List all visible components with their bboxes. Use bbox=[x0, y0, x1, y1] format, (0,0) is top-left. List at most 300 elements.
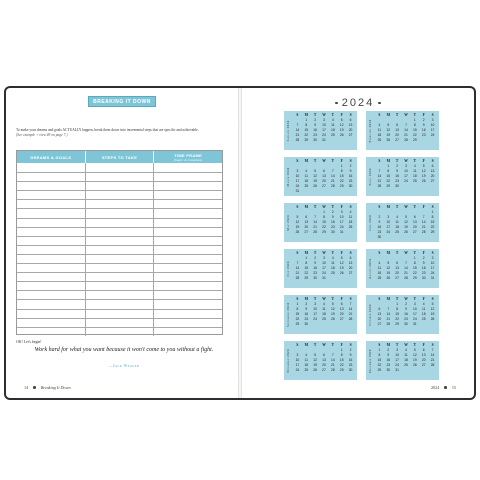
weekday-label: F bbox=[340, 159, 343, 163]
weekday-label: T bbox=[413, 205, 417, 209]
day-cell: 12 bbox=[339, 261, 344, 265]
table-cell[interactable] bbox=[154, 319, 222, 327]
day-cell: 23 bbox=[331, 225, 335, 229]
table-cell[interactable] bbox=[86, 191, 155, 199]
day-cell: 7 bbox=[296, 123, 299, 127]
day-cell: 28 bbox=[313, 230, 317, 234]
day-cell: 29 bbox=[339, 368, 344, 372]
day-cell: 7 bbox=[387, 307, 390, 311]
day-cell: 25 bbox=[395, 230, 399, 234]
day-cell: 7 bbox=[405, 261, 407, 265]
table-cell[interactable] bbox=[17, 300, 86, 308]
intro-subnote: (See example + view #9 on page 7.) bbox=[16, 133, 68, 137]
day-cell: 10 bbox=[322, 261, 326, 265]
weekday-label: F bbox=[340, 343, 343, 347]
table-row[interactable] bbox=[17, 263, 222, 272]
day-cell: 27 bbox=[413, 230, 417, 234]
day-cell: 31 bbox=[430, 276, 435, 280]
weekday-label: S bbox=[431, 205, 434, 209]
day-cell: 15 bbox=[304, 128, 309, 132]
day-cell: 4 bbox=[331, 256, 334, 260]
day-cell: 5 bbox=[431, 302, 434, 306]
bullet-icon bbox=[444, 386, 447, 389]
table-cell[interactable] bbox=[154, 310, 222, 318]
table-row[interactable] bbox=[17, 208, 222, 217]
day-cell: 8 bbox=[340, 169, 343, 173]
table-cell[interactable] bbox=[86, 163, 155, 172]
day-cell: 4 bbox=[396, 215, 399, 219]
weekday-label: T bbox=[413, 113, 417, 117]
day-cell: 7 bbox=[314, 215, 317, 219]
intro-paragraph: To make your dreams and goals ACTUALLY happen, break them down into incremental steps that are specific and achievable. bbox=[16, 128, 199, 132]
table-row[interactable] bbox=[17, 290, 222, 299]
day-cell: 29 bbox=[295, 322, 300, 326]
weekday-label: W bbox=[322, 159, 326, 163]
month-label: April 2024 bbox=[368, 167, 372, 186]
table-cell[interactable] bbox=[154, 255, 222, 263]
day-cell: 24 bbox=[413, 317, 417, 321]
weekday-label: F bbox=[422, 297, 425, 301]
day-cell: 27 bbox=[430, 179, 435, 183]
day-cell: 14 bbox=[404, 266, 408, 270]
day-cell: 16 bbox=[348, 174, 353, 178]
day-cell: 20 bbox=[421, 358, 426, 362]
day-cell: 23 bbox=[313, 133, 317, 137]
weekday-label: S bbox=[296, 251, 299, 255]
month-label: August 2024 bbox=[368, 258, 372, 279]
month-calendar bbox=[284, 295, 357, 334]
weekday-label: W bbox=[404, 251, 408, 255]
weekday-label: S bbox=[296, 205, 299, 209]
day-cell: 6 bbox=[396, 261, 399, 265]
day-cell: 14 bbox=[331, 358, 335, 362]
table-row[interactable] bbox=[17, 327, 222, 336]
table-cell[interactable] bbox=[17, 173, 86, 181]
day-cell: 27 bbox=[304, 230, 309, 234]
day-cell: 21 bbox=[348, 312, 353, 316]
day-cell: 27 bbox=[348, 271, 353, 275]
day-cell: 16 bbox=[395, 174, 399, 178]
table-row[interactable] bbox=[17, 163, 222, 172]
table-cell[interactable] bbox=[17, 282, 86, 290]
day-cell: 23 bbox=[348, 363, 353, 367]
day-cell: 2 bbox=[422, 256, 425, 260]
weekday-label: T bbox=[313, 113, 317, 117]
day-cell: 2 bbox=[422, 118, 425, 122]
table-cell[interactable] bbox=[17, 310, 86, 318]
day-cell: 15 bbox=[386, 174, 391, 178]
day-cell: 18 bbox=[304, 179, 309, 183]
month-calendar bbox=[284, 249, 357, 288]
week-row bbox=[293, 230, 355, 235]
day-cell: 11 bbox=[421, 307, 426, 311]
day-cell: 21 bbox=[386, 317, 391, 321]
day-cell: 26 bbox=[331, 317, 335, 321]
weekday-label: M bbox=[304, 297, 308, 301]
table-cell[interactable] bbox=[86, 319, 155, 327]
day-cell: 1 bbox=[340, 164, 343, 168]
day-cell bbox=[328, 138, 337, 143]
day-cell: 12 bbox=[386, 266, 391, 270]
table-cell[interactable] bbox=[86, 246, 155, 254]
day-cell: 13 bbox=[348, 261, 353, 265]
table-cell[interactable] bbox=[86, 209, 155, 217]
table-row[interactable] bbox=[17, 245, 222, 254]
table-cell[interactable] bbox=[154, 237, 222, 245]
day-cell: 21 bbox=[295, 271, 300, 275]
day-cell: 1 bbox=[323, 210, 325, 214]
day-cell: 19 bbox=[339, 128, 344, 132]
day-cell: 14 bbox=[295, 128, 300, 132]
day-cell: 21 bbox=[295, 133, 300, 137]
table-row[interactable] bbox=[17, 218, 222, 227]
day-cell: 29 bbox=[339, 184, 344, 188]
weekday-label: S bbox=[349, 159, 352, 163]
table-row[interactable] bbox=[17, 236, 222, 245]
table-cell[interactable] bbox=[154, 300, 222, 308]
table-cell[interactable] bbox=[17, 273, 86, 281]
day-cell: 29 bbox=[377, 368, 382, 372]
goals-table bbox=[16, 150, 223, 335]
month-calendar bbox=[366, 203, 439, 242]
table-cell[interactable] bbox=[86, 219, 155, 227]
weekday-label: F bbox=[422, 251, 425, 255]
table-cell[interactable] bbox=[17, 182, 86, 190]
day-cell: 1 bbox=[396, 302, 399, 306]
day-cell: 29 bbox=[386, 184, 391, 188]
day-cell: 11 bbox=[377, 266, 382, 270]
table-cell[interactable] bbox=[17, 237, 86, 245]
day-cell: 5 bbox=[340, 256, 343, 260]
month-label: January 2024 bbox=[286, 120, 290, 141]
day-cell: 11 bbox=[304, 358, 308, 362]
day-cell: 25 bbox=[404, 363, 408, 367]
weekday-label: F bbox=[422, 113, 425, 117]
month-calendar bbox=[366, 111, 439, 150]
day-cell: 6 bbox=[413, 215, 416, 219]
table-cell[interactable] bbox=[86, 282, 155, 290]
day-cell: 3 bbox=[431, 256, 434, 260]
day-cell bbox=[337, 276, 346, 281]
table-cell[interactable] bbox=[17, 219, 86, 227]
day-cell: 15 bbox=[322, 220, 326, 224]
day-cell: 3 bbox=[413, 302, 416, 306]
day-cell: 5 bbox=[387, 123, 390, 127]
left-page-number: 14 bbox=[24, 385, 29, 390]
day-cell: 2 bbox=[314, 118, 317, 122]
day-cell: 25 bbox=[322, 317, 326, 321]
table-cell[interactable] bbox=[86, 255, 155, 263]
day-cell: 1 bbox=[431, 210, 434, 214]
table-cell[interactable] bbox=[17, 163, 86, 172]
table-cell[interactable] bbox=[154, 264, 222, 272]
weekday-label: S bbox=[296, 113, 299, 117]
day-cell: 23 bbox=[386, 363, 391, 367]
day-cell: 20 bbox=[339, 312, 344, 316]
day-cell bbox=[346, 276, 355, 281]
day-cell: 4 bbox=[378, 123, 381, 127]
table-row[interactable] bbox=[17, 254, 222, 263]
right-page-number: 15 bbox=[451, 385, 456, 390]
table-cell[interactable] bbox=[154, 291, 222, 299]
weekday-label: F bbox=[340, 297, 343, 301]
day-cell: 25 bbox=[348, 225, 353, 229]
table-row[interactable] bbox=[17, 227, 222, 236]
day-cell: 7 bbox=[349, 302, 352, 306]
day-cell: 14 bbox=[430, 353, 435, 357]
weekday-label: W bbox=[404, 205, 408, 209]
weekday-label: S bbox=[349, 343, 352, 347]
day-cell: 27 bbox=[395, 138, 399, 142]
table-cell[interactable] bbox=[86, 173, 155, 181]
table-cell[interactable] bbox=[86, 310, 155, 318]
day-cell bbox=[410, 235, 419, 240]
day-cell: 14 bbox=[377, 174, 382, 178]
day-cell bbox=[320, 322, 329, 327]
day-cell: 18 bbox=[331, 266, 335, 270]
day-cell: 12 bbox=[339, 123, 344, 127]
day-cell: 3 bbox=[396, 348, 399, 352]
weekday-label: T bbox=[413, 159, 417, 163]
month-calendar bbox=[284, 157, 357, 196]
day-cell: 4 bbox=[349, 210, 352, 214]
day-cell: 30 bbox=[386, 368, 391, 372]
day-cell: 19 bbox=[386, 133, 391, 137]
table-cell[interactable] bbox=[86, 273, 155, 281]
day-cell: 28 bbox=[295, 276, 300, 280]
quote-text: Work hard for what you want because it won't come to you without a fight. bbox=[34, 347, 214, 353]
day-cell: 10 bbox=[295, 174, 300, 178]
table-cell[interactable] bbox=[86, 200, 155, 208]
day-cell: 22 bbox=[322, 225, 326, 229]
day-cell: 13 bbox=[322, 174, 326, 178]
month-label: October 2024 bbox=[368, 303, 372, 326]
day-cell: 12 bbox=[413, 353, 417, 357]
weekday-label: T bbox=[313, 343, 317, 347]
day-cell: 19 bbox=[339, 266, 344, 270]
day-cell: 20 bbox=[304, 225, 309, 229]
table-row[interactable] bbox=[17, 281, 222, 290]
weekday-label: S bbox=[296, 343, 299, 347]
table-cell[interactable] bbox=[86, 291, 155, 299]
table-cell[interactable] bbox=[17, 246, 86, 254]
table-cell[interactable] bbox=[154, 273, 222, 281]
table-row[interactable] bbox=[17, 181, 222, 190]
day-cell: 24 bbox=[430, 271, 435, 275]
month-calendar bbox=[366, 157, 439, 196]
right-page bbox=[242, 88, 474, 398]
table-cell[interactable] bbox=[17, 191, 86, 199]
day-cell: 14 bbox=[348, 307, 353, 311]
table-cell[interactable] bbox=[154, 209, 222, 217]
weekday-label: T bbox=[331, 113, 335, 117]
table-cell[interactable] bbox=[17, 209, 86, 217]
day-cell: 19 bbox=[313, 179, 317, 183]
week-row bbox=[375, 235, 437, 240]
day-cell: 11 bbox=[404, 353, 408, 357]
table-cell[interactable] bbox=[154, 200, 222, 208]
day-cell: 9 bbox=[387, 353, 390, 357]
day-cell: 16 bbox=[313, 266, 317, 270]
weekday-label: S bbox=[349, 251, 352, 255]
table-cell[interactable] bbox=[154, 182, 222, 190]
day-cell: 31 bbox=[339, 230, 344, 234]
day-cell: 21 bbox=[404, 271, 408, 275]
weekday-label: W bbox=[404, 159, 408, 163]
weekday-label: W bbox=[404, 343, 408, 347]
table-cell[interactable] bbox=[17, 200, 86, 208]
month-label: March 2024 bbox=[286, 166, 290, 187]
day-cell: 22 bbox=[304, 271, 309, 275]
day-cell: 6 bbox=[431, 164, 434, 168]
day-cell: 14 bbox=[421, 220, 426, 224]
day-cell: 22 bbox=[413, 133, 417, 137]
day-cell: 23 bbox=[313, 271, 317, 275]
day-cell: 29 bbox=[304, 138, 309, 142]
day-cell: 5 bbox=[331, 302, 334, 306]
table-row[interactable] bbox=[17, 190, 222, 199]
day-cell: 28 bbox=[430, 363, 435, 367]
weekday-label: T bbox=[331, 159, 335, 163]
day-cell: 2 bbox=[314, 256, 317, 260]
day-cell: 2 bbox=[378, 215, 381, 219]
goals-table-header bbox=[17, 151, 222, 163]
weekday-label: S bbox=[296, 297, 299, 301]
day-cell bbox=[419, 368, 428, 373]
day-cell: 6 bbox=[323, 353, 325, 357]
table-cell[interactable] bbox=[17, 328, 86, 336]
day-cell: 19 bbox=[313, 363, 317, 367]
day-cell: 16 bbox=[304, 312, 309, 316]
day-cell: 30 bbox=[331, 230, 335, 234]
day-cell: 9 bbox=[396, 169, 399, 173]
day-cell: 4 bbox=[305, 169, 308, 173]
table-cell[interactable] bbox=[17, 319, 86, 327]
weekday-label: S bbox=[349, 297, 352, 301]
table-cell[interactable] bbox=[154, 173, 222, 181]
table-cell[interactable] bbox=[86, 264, 155, 272]
day-cell: 22 bbox=[339, 179, 344, 183]
table-cell[interactable] bbox=[86, 228, 155, 236]
day-cell: 22 bbox=[395, 317, 399, 321]
table-cell[interactable] bbox=[86, 182, 155, 190]
weekday-label: T bbox=[413, 251, 417, 255]
table-row[interactable] bbox=[17, 318, 222, 327]
header-time-frame-sub: (begin & complete) bbox=[173, 157, 203, 162]
lets-begin-note: OK! Let's begin! bbox=[16, 340, 42, 344]
table-cell[interactable] bbox=[154, 228, 222, 236]
day-cell: 23 bbox=[395, 179, 399, 183]
weekday-label: F bbox=[340, 251, 343, 255]
banner-title: BREAKING IT DOWN bbox=[93, 98, 151, 105]
day-cell: 7 bbox=[331, 353, 334, 357]
header-steps-to-take: STEPS TO TAKE bbox=[86, 151, 155, 163]
day-cell: 24 bbox=[322, 133, 326, 137]
day-cell: 17 bbox=[386, 225, 391, 229]
table-row[interactable] bbox=[17, 199, 222, 208]
weekday-label: T bbox=[395, 159, 399, 163]
table-cell[interactable] bbox=[86, 328, 155, 336]
table-row[interactable] bbox=[17, 272, 222, 281]
table-row[interactable] bbox=[17, 172, 222, 181]
table-cell[interactable] bbox=[17, 228, 86, 236]
day-cell: 25 bbox=[413, 179, 417, 183]
day-cell: 17 bbox=[413, 312, 417, 316]
day-cell: 21 bbox=[421, 225, 426, 229]
day-cell bbox=[419, 138, 428, 143]
table-cell[interactable] bbox=[154, 246, 222, 254]
month-grid bbox=[292, 203, 357, 242]
table-cell[interactable] bbox=[86, 237, 155, 245]
day-cell: 10 bbox=[386, 220, 391, 224]
day-cell: 16 bbox=[386, 358, 391, 362]
table-cell[interactable] bbox=[154, 219, 222, 227]
table-row[interactable] bbox=[17, 309, 222, 318]
day-cell: 19 bbox=[421, 174, 426, 178]
table-cell[interactable] bbox=[17, 264, 86, 272]
weekday-label: S bbox=[378, 251, 381, 255]
day-cell: 3 bbox=[431, 118, 434, 122]
day-cell: 4 bbox=[378, 261, 381, 265]
table-cell[interactable] bbox=[17, 291, 86, 299]
day-cell bbox=[428, 235, 437, 240]
weekday-label: M bbox=[386, 159, 390, 163]
weekday-label: S bbox=[378, 343, 381, 347]
day-cell: 10 bbox=[395, 353, 399, 357]
day-cell: 30 bbox=[421, 276, 426, 280]
table-cell[interactable] bbox=[86, 300, 155, 308]
day-cell: 27 bbox=[348, 133, 353, 137]
table-cell[interactable] bbox=[154, 163, 222, 172]
day-cell: 17 bbox=[339, 220, 344, 224]
weekday-label: W bbox=[322, 251, 326, 255]
day-cell: 7 bbox=[422, 215, 425, 219]
table-cell[interactable] bbox=[17, 255, 86, 263]
day-cell: 9 bbox=[405, 307, 407, 311]
day-cell: 14 bbox=[331, 174, 335, 178]
day-cell: 10 bbox=[322, 123, 326, 127]
day-cell: 27 bbox=[322, 184, 326, 188]
table-row[interactable] bbox=[17, 299, 222, 308]
day-cell: 29 bbox=[322, 230, 326, 234]
weekday-label: T bbox=[413, 297, 417, 301]
day-cell bbox=[428, 322, 437, 327]
day-cell: 6 bbox=[305, 215, 308, 219]
week-row bbox=[293, 138, 355, 143]
day-cell: 13 bbox=[413, 220, 417, 224]
day-cell bbox=[393, 235, 402, 240]
table-cell[interactable] bbox=[154, 191, 222, 199]
day-cell: 13 bbox=[322, 358, 326, 362]
day-cell: 31 bbox=[395, 368, 399, 372]
week-row bbox=[375, 138, 437, 143]
weekday-label: S bbox=[378, 205, 381, 209]
table-cell[interactable] bbox=[154, 328, 222, 336]
weekday-label: S bbox=[431, 297, 434, 301]
table-cell[interactable] bbox=[154, 282, 222, 290]
day-cell: 17 bbox=[430, 128, 435, 132]
month-calendar bbox=[366, 341, 439, 380]
day-cell: 27 bbox=[339, 317, 344, 321]
day-cell: 26 bbox=[313, 184, 317, 188]
month-label: September 2024 bbox=[286, 302, 290, 327]
day-cell: 9 bbox=[349, 169, 352, 173]
day-cell: 4 bbox=[405, 348, 407, 352]
day-cell: 2 bbox=[349, 348, 352, 352]
day-cell bbox=[428, 184, 437, 189]
day-cell: 13 bbox=[304, 220, 309, 224]
month-label: February 2024 bbox=[368, 119, 372, 142]
